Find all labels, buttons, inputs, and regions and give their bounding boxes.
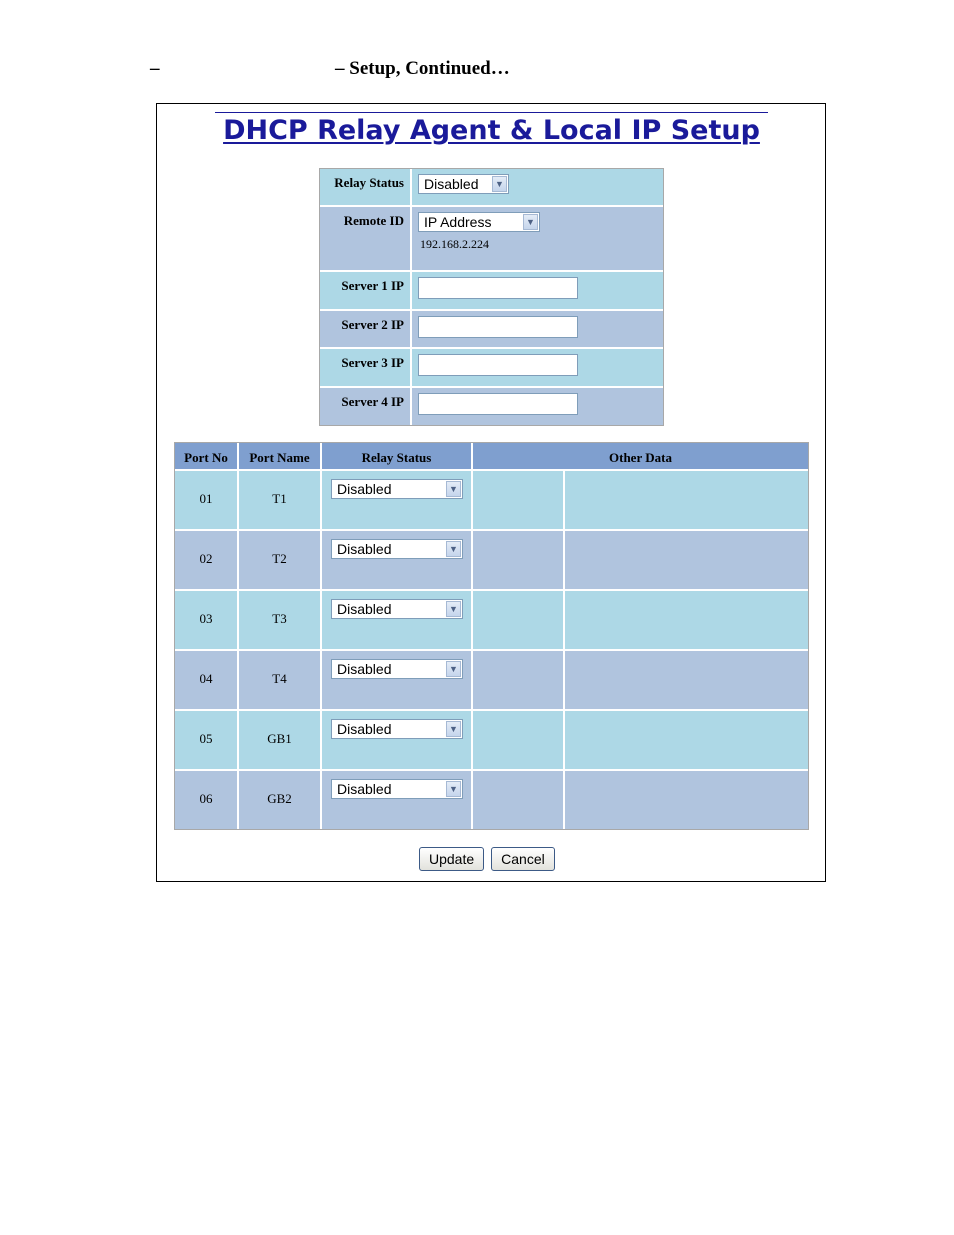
port-relay-select[interactable]	[331, 539, 463, 559]
chevron-down-icon: ▼	[446, 481, 461, 497]
port-relay-table	[174, 442, 809, 830]
form-buttons	[419, 847, 555, 871]
header-title: – Setup, Continued…	[335, 58, 510, 79]
remote-id-ip: 192.168.2.224	[420, 237, 489, 251]
header-port-no: Port No	[175, 443, 239, 469]
port-no-cell: 02	[175, 531, 239, 589]
other-data-cell	[565, 771, 808, 829]
other-data-cell	[565, 591, 808, 649]
document-header	[150, 58, 550, 82]
other-data-cell	[565, 651, 808, 709]
port-relay-value: Disabled	[337, 781, 392, 797]
server1-label: Server 1 IP	[320, 272, 412, 309]
port-no-cell: 05	[175, 711, 239, 769]
page-title: DHCP Relay Agent & Local IP Setup	[215, 112, 768, 146]
relay-config-table	[319, 168, 664, 426]
other-data-cell	[473, 471, 565, 529]
port-relay-value: Disabled	[337, 601, 392, 617]
chevron-down-icon: ▼	[523, 214, 538, 230]
remote-id-value: IP Address	[424, 214, 492, 230]
other-data-cell	[473, 531, 565, 589]
port-relay-value: Disabled	[337, 721, 392, 737]
chevron-down-icon: ▼	[446, 541, 461, 557]
port-name-cell: T1	[239, 471, 322, 529]
port-name-cell: T2	[239, 531, 322, 589]
chevron-down-icon: ▼	[446, 661, 461, 677]
table-row	[175, 769, 808, 829]
server2-label: Server 2 IP	[320, 311, 412, 347]
chevron-down-icon: ▼	[446, 781, 461, 797]
port-relay-select[interactable]	[331, 659, 463, 679]
port-no-cell: 03	[175, 591, 239, 649]
other-data-cell	[473, 771, 565, 829]
other-data-cell	[565, 711, 808, 769]
server1-ip-input[interactable]	[418, 277, 578, 299]
port-no-cell: 01	[175, 471, 239, 529]
server3-row	[320, 349, 663, 388]
header-other-data: Other Data	[609, 450, 672, 465]
remote-id-row	[320, 207, 663, 272]
port-name-cell: GB2	[239, 771, 322, 829]
port-relay-value: Disabled	[337, 481, 392, 497]
remote-id-label: Remote ID	[320, 207, 412, 270]
server2-ip-input[interactable]	[418, 316, 578, 338]
table-row	[175, 589, 808, 649]
table-row	[175, 529, 808, 589]
port-relay-select[interactable]	[331, 479, 463, 499]
chevron-down-icon: ▼	[446, 721, 461, 737]
chevron-down-icon: ▼	[492, 176, 507, 192]
port-relay-select[interactable]	[331, 779, 463, 799]
port-name-cell: GB1	[239, 711, 322, 769]
server1-row	[320, 272, 663, 311]
cancel-button[interactable]: Cancel	[491, 847, 555, 871]
header-relay-status: Relay Status	[322, 443, 473, 469]
port-relay-value: Disabled	[337, 661, 392, 677]
table-row	[175, 709, 808, 769]
server3-label: Server 3 IP	[320, 349, 412, 386]
port-table-header	[175, 443, 808, 469]
port-relay-value: Disabled	[337, 541, 392, 557]
other-data-cell	[473, 591, 565, 649]
server4-label: Server 4 IP	[320, 388, 412, 425]
other-data-cell	[473, 651, 565, 709]
header-dash: –	[150, 58, 160, 79]
screenshot-frame	[156, 103, 826, 882]
chevron-down-icon: ▼	[446, 601, 461, 617]
port-name-cell: T3	[239, 591, 322, 649]
table-row	[175, 469, 808, 529]
other-data-cell	[565, 471, 808, 529]
relay-status-select[interactable]	[418, 174, 509, 194]
other-data-cell	[473, 711, 565, 769]
port-no-cell: 04	[175, 651, 239, 709]
header-port-name: Port Name	[239, 443, 322, 469]
server2-row	[320, 311, 663, 349]
port-relay-select[interactable]	[331, 599, 463, 619]
relay-status-value: Disabled	[424, 176, 479, 192]
table-row	[175, 649, 808, 709]
other-data-cell	[565, 531, 808, 589]
relay-status-label: Relay Status	[320, 169, 412, 205]
server3-ip-input[interactable]	[418, 354, 578, 376]
update-button[interactable]: Update	[419, 847, 484, 871]
port-name-cell: T4	[239, 651, 322, 709]
server4-row	[320, 388, 663, 425]
server4-ip-input[interactable]	[418, 393, 578, 415]
port-relay-select[interactable]	[331, 719, 463, 739]
relay-status-row	[320, 169, 663, 207]
port-no-cell: 06	[175, 771, 239, 829]
remote-id-select[interactable]	[418, 212, 540, 232]
